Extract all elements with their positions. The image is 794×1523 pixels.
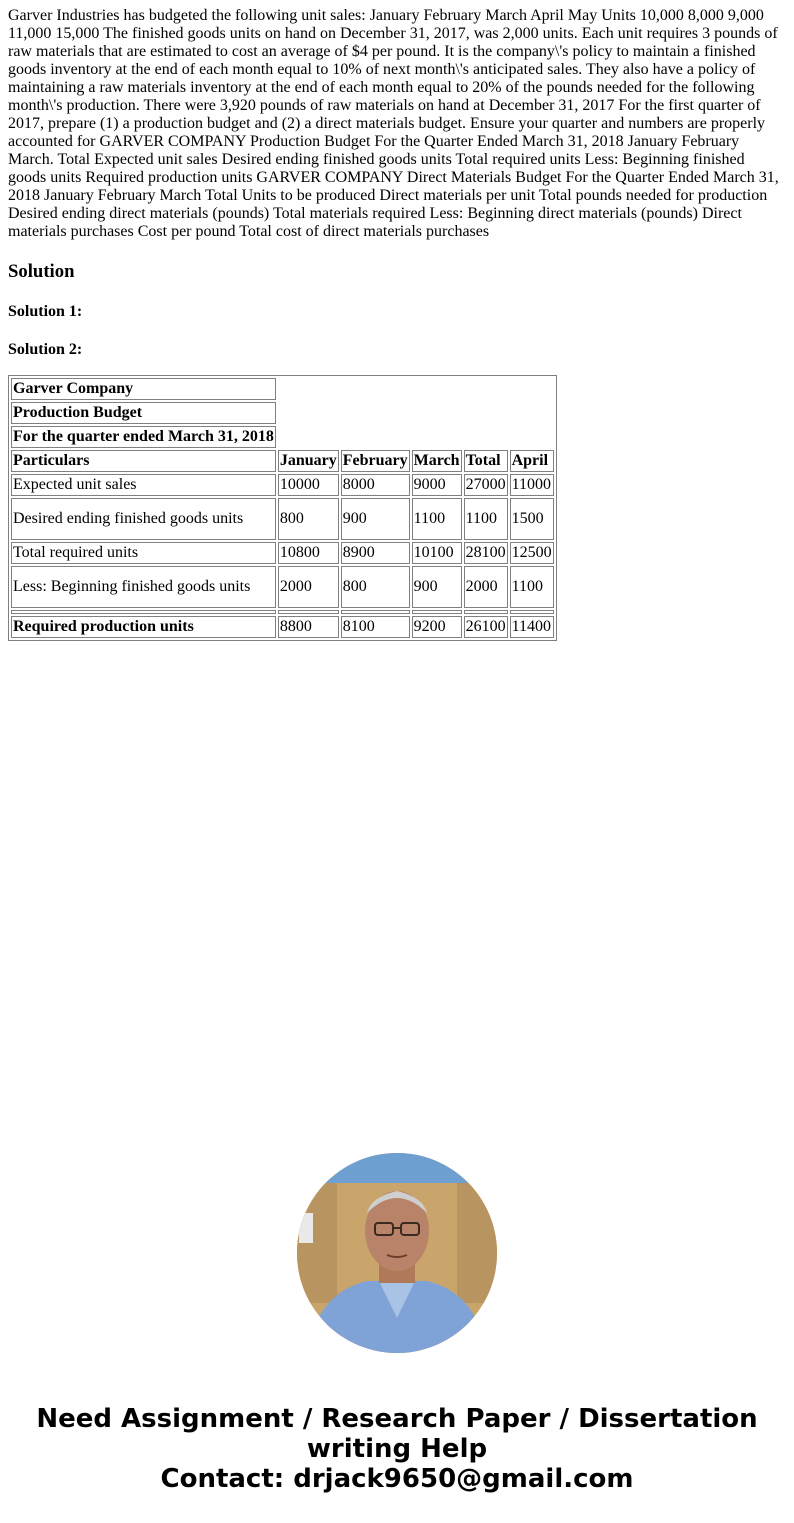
separator-cell (11, 610, 276, 614)
table-cell: 10800 (278, 542, 339, 564)
avatar (297, 1153, 497, 1353)
header-cell: January (278, 450, 339, 472)
separator-cell (278, 610, 339, 614)
table-cell: 10100 (412, 542, 462, 564)
table-cell: 11000 (510, 474, 554, 496)
separator-cell (464, 610, 508, 614)
solution1-heading: Solution 1: (8, 303, 83, 320)
table-cell: 8000 (341, 474, 410, 496)
table-cell: 1100 (412, 498, 462, 540)
table-cell: 28100 (464, 542, 508, 564)
table-row (11, 566, 554, 608)
row-label: Expected unit sales (11, 474, 276, 496)
table-cell: 2000 (278, 566, 339, 608)
table-cell: 1100 (510, 566, 554, 608)
table-row (11, 474, 554, 496)
row-label: Less: Beginning finished goods units (11, 566, 276, 608)
row-label: Desired ending finished goods units (11, 498, 276, 540)
table-row (11, 498, 554, 540)
separator-row (11, 610, 554, 614)
budget-title-cell: Production Budget (11, 402, 276, 424)
table-row (11, 542, 554, 564)
separator-cell (341, 610, 410, 614)
table-cell: 12500 (510, 542, 554, 564)
solution-heading: Solution (8, 261, 75, 282)
header-cell: April (510, 450, 554, 472)
problem-text: Garver Industries has budgeted the following unit sales: January February March April May Units 10,000 8,000 9,000 11,000 15,000 The finished goods units on hand on December 31, 2017, was 2,000 units. Each unit requires 3 pounds of raw materials that are estimated to cost an average of $4 per pound. It is the company\'s policy to maintain a finished goods inventory at the end of each month equal to 10% of next month\'s anticipated sales. They also have a policy of maintaining a raw materials inventory at the end of each month equal to 20% of the pounds needed for the following month\'s production. There were 3,920 pounds of raw materials on hand at December 31, 2017 For the first quarter of 2017, prepare (1) a production budget and (2) a direct materials budget. Ensure your quarter and numbers are properly accounted for GARVER COMPANY Production Budget For the Quarter Ended March 31, 2018 January February March. Total Expected unit sales Desired ending finished goods units Total required units Less: Beginning finished goods units Required production units GARVER COMPANY Direct Materials Budget For the Quarter Ended March 31, 2018 January February March Total Units to be produced Direct materials per unit Total pounds needed for production Desired ending direct materials (pounds) Total materials required Less: Beginning direct materials (pounds) Direct materials purchases Cost per pound Total cost of direct materials purchases (8, 7, 779, 240)
header-cell: Particulars (11, 450, 276, 472)
table-cell: 9200 (412, 616, 462, 638)
production-budget-table (8, 375, 557, 641)
table-cell: 1500 (510, 498, 554, 540)
table-row (11, 378, 554, 400)
table-cell: 800 (341, 566, 410, 608)
table-cell: 1100 (464, 498, 508, 540)
table-cell: 900 (341, 498, 410, 540)
separator-cell (412, 610, 462, 614)
header-cell: March (412, 450, 462, 472)
table-cell: 26100 (464, 616, 508, 638)
total-row (11, 616, 554, 638)
row-label: Total required units (11, 542, 276, 564)
table-cell: 8900 (341, 542, 410, 564)
table-cell: 9000 (412, 474, 462, 496)
footer (0, 1153, 794, 1353)
table-row (11, 402, 554, 424)
separator-cell (510, 610, 554, 614)
table-cell: 2000 (464, 566, 508, 608)
table-cell: 900 (412, 566, 462, 608)
table-cell: 800 (278, 498, 339, 540)
company-name-cell: Garver Company (11, 378, 276, 400)
period-cell: For the quarter ended March 31, 2018 (11, 426, 276, 448)
header-cell: Total (464, 450, 508, 472)
page-content (8, 7, 786, 641)
row-label: Required production units (11, 616, 276, 638)
table-cell: 10000 (278, 474, 339, 496)
table-cell: 27000 (464, 474, 508, 496)
banner-contact: Contact: drjack9650@gmail.com (160, 1464, 634, 1494)
header-cell: February (341, 450, 410, 472)
table-row (11, 426, 554, 448)
avatar-photo (297, 1153, 497, 1353)
header-row (11, 450, 554, 472)
table-cell: 11400 (510, 616, 554, 638)
contact-banner (0, 1404, 794, 1494)
banner-line-2: writing Help (306, 1434, 488, 1464)
table-cell: 8800 (278, 616, 339, 638)
solution2-heading: Solution 2: (8, 341, 83, 358)
table-cell: 8100 (341, 616, 410, 638)
banner-line-1: Need Assignment / Research Paper / Dissertation (36, 1404, 758, 1434)
